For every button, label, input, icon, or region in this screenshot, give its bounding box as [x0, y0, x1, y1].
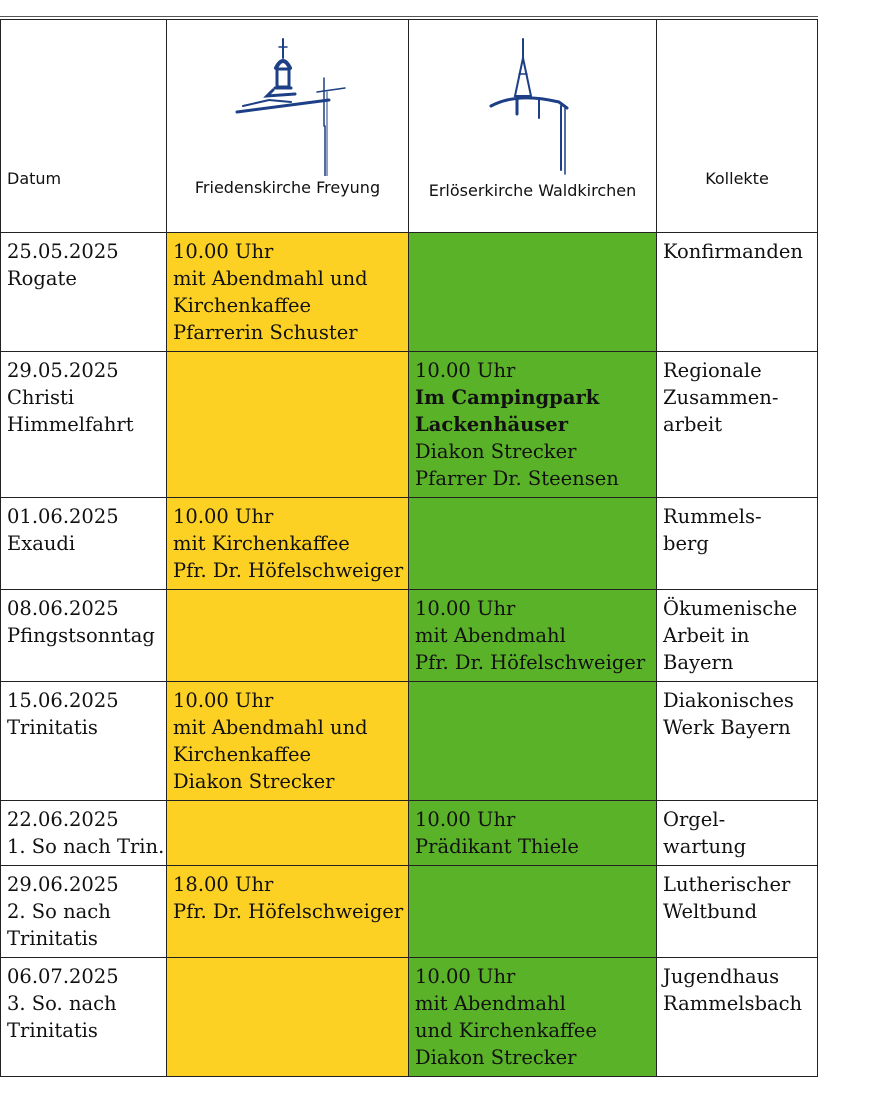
- liturgical-day: Rogate: [7, 267, 77, 290]
- service-date: 29.06.2025: [7, 873, 119, 896]
- freyung-cell: [167, 352, 409, 498]
- date-cell: [1, 682, 167, 801]
- kollekte-cell: [657, 352, 818, 498]
- kollekte-cell: [657, 801, 818, 866]
- service-time: 18.00 Uhr: [173, 873, 274, 896]
- liturgical-day: Trinitatis: [7, 1019, 98, 1042]
- liturgical-day: Trinitatis: [7, 927, 98, 950]
- kollekte-cell: [657, 958, 818, 1077]
- service-leader: Diakon Strecker: [173, 770, 335, 793]
- waldkirchen-cell: [409, 866, 657, 958]
- service-date: 25.05.2025: [7, 240, 119, 263]
- service-date: 08.06.2025: [7, 597, 119, 620]
- header-freyung-label: Friedenskirche Freyung: [194, 178, 381, 197]
- service-date: 22.06.2025: [7, 808, 119, 831]
- kollekte-text: Bayern: [663, 651, 734, 674]
- service-leader: Diakon Strecker: [415, 1046, 577, 1069]
- service-leader: Pfr. Dr. Höfelschweiger: [173, 900, 404, 923]
- service-leader: Diakon Strecker: [415, 440, 577, 463]
- kollekte-text: Rummels-: [663, 505, 762, 528]
- service-row: [1, 958, 818, 1077]
- service-time: 10.00 Uhr: [173, 689, 274, 712]
- freyung-cell: [167, 866, 409, 958]
- service-location: Lackenhäuser: [415, 413, 568, 436]
- header-waldkirchen-label: Erlöserkirche Waldkirchen: [428, 181, 637, 200]
- waldkirchen-cell: [409, 958, 657, 1077]
- freyung-cell: [167, 233, 409, 352]
- service-leader: Prädikant Thiele: [415, 835, 579, 858]
- friedenskirche-church-icon: [229, 36, 349, 176]
- service-row: [1, 590, 818, 682]
- service-detail: Kirchenkaffee: [173, 743, 312, 766]
- date-cell: [1, 801, 167, 866]
- service-detail: mit Abendmahl und: [173, 267, 368, 290]
- service-leader: Pfarrerin Schuster: [173, 321, 358, 344]
- kollekte-text: Konfirmanden: [663, 240, 803, 263]
- service-leader: Pfr. Dr. Höfelschweiger: [173, 559, 404, 582]
- header-freyung: [167, 20, 409, 233]
- kollekte-cell: [657, 866, 818, 958]
- kollekte-text: Regionale: [663, 359, 762, 382]
- service-row: [1, 498, 818, 590]
- service-date: 01.06.2025: [7, 505, 119, 528]
- kollekte-cell: [657, 233, 818, 352]
- service-row: [1, 233, 818, 352]
- date-cell: [1, 866, 167, 958]
- header-datum: [1, 20, 167, 233]
- service-location: Im Campingpark: [415, 386, 600, 409]
- date-cell: [1, 352, 167, 498]
- service-leader: Pfr. Dr. Höfelschweiger: [415, 651, 646, 674]
- freyung-cell: [167, 590, 409, 682]
- erloeserkirche-church-icon: [487, 36, 587, 186]
- kollekte-text: Jugendhaus: [663, 965, 780, 988]
- service-date: 29.05.2025: [7, 359, 119, 382]
- liturgical-day: Pfingstsonntag: [7, 624, 155, 647]
- date-cell: [1, 233, 167, 352]
- service-time: 10.00 Uhr: [415, 597, 516, 620]
- kollekte-text: Arbeit in: [663, 624, 750, 647]
- waldkirchen-cell: [409, 498, 657, 590]
- service-detail: mit Abendmahl: [415, 624, 566, 647]
- kollekte-text: Weltbund: [663, 900, 758, 923]
- service-date: 06.07.2025: [7, 965, 119, 988]
- service-date: 15.06.2025: [7, 689, 119, 712]
- service-row: [1, 801, 818, 866]
- service-leader: Pfarrer Dr. Steensen: [415, 467, 619, 490]
- waldkirchen-cell: [409, 801, 657, 866]
- date-cell: [1, 498, 167, 590]
- liturgical-day: Exaudi: [7, 532, 76, 555]
- liturgical-day: 3. So. nach: [7, 992, 117, 1015]
- service-time: 10.00 Uhr: [173, 505, 274, 528]
- service-time: 10.00 Uhr: [415, 808, 516, 831]
- waldkirchen-cell: [409, 682, 657, 801]
- service-detail: mit Abendmahl: [415, 992, 566, 1015]
- service-row: [1, 866, 818, 958]
- kollekte-cell: [657, 682, 818, 801]
- kollekte-text: Lutherischer: [663, 873, 791, 896]
- service-time: 10.00 Uhr: [415, 965, 516, 988]
- kollekte-cell: [657, 590, 818, 682]
- date-cell: [1, 590, 167, 682]
- kollekte-text: berg: [663, 532, 709, 555]
- liturgical-day: Christi: [7, 386, 75, 409]
- waldkirchen-cell: [409, 590, 657, 682]
- header-datum-label: Datum: [7, 169, 62, 188]
- kollekte-cell: [657, 498, 818, 590]
- service-row: [1, 682, 818, 801]
- top-rule: [0, 16, 818, 17]
- service-time: 10.00 Uhr: [415, 359, 516, 382]
- service-detail: und Kirchenkaffee: [415, 1019, 597, 1042]
- liturgical-day: Trinitatis: [7, 716, 98, 739]
- header-waldkirchen: [409, 20, 657, 233]
- freyung-cell: [167, 498, 409, 590]
- service-time: 10.00 Uhr: [173, 240, 274, 263]
- freyung-cell: [167, 682, 409, 801]
- liturgical-day: Himmelfahrt: [7, 413, 134, 436]
- service-schedule-table: [0, 19, 818, 1077]
- waldkirchen-cell: [409, 233, 657, 352]
- kollekte-text: wartung: [663, 835, 747, 858]
- kollekte-text: Ökumenische: [663, 597, 798, 620]
- service-detail: mit Abendmahl und: [173, 716, 368, 739]
- kollekte-text: arbeit: [663, 413, 723, 436]
- freyung-cell: [167, 801, 409, 866]
- header-kollekte: [657, 20, 818, 233]
- date-cell: [1, 958, 167, 1077]
- waldkirchen-cell: [409, 352, 657, 498]
- liturgical-day: 2. So nach: [7, 900, 111, 923]
- kollekte-text: Orgel-: [663, 808, 726, 831]
- service-detail: mit Kirchenkaffee: [173, 532, 350, 555]
- kollekte-text: Diakonisches: [663, 689, 794, 712]
- kollekte-text: Zusammen-: [663, 386, 779, 409]
- kollekte-text: Rammelsbach: [663, 992, 803, 1015]
- liturgical-day: 1. So nach Trin.: [7, 835, 165, 858]
- freyung-cell: [167, 958, 409, 1077]
- header-row: [1, 20, 818, 233]
- service-detail: Kirchenkaffee: [173, 294, 312, 317]
- service-row: [1, 352, 818, 498]
- header-kollekte-label: Kollekte: [705, 169, 769, 188]
- kollekte-text: Werk Bayern: [663, 716, 791, 739]
